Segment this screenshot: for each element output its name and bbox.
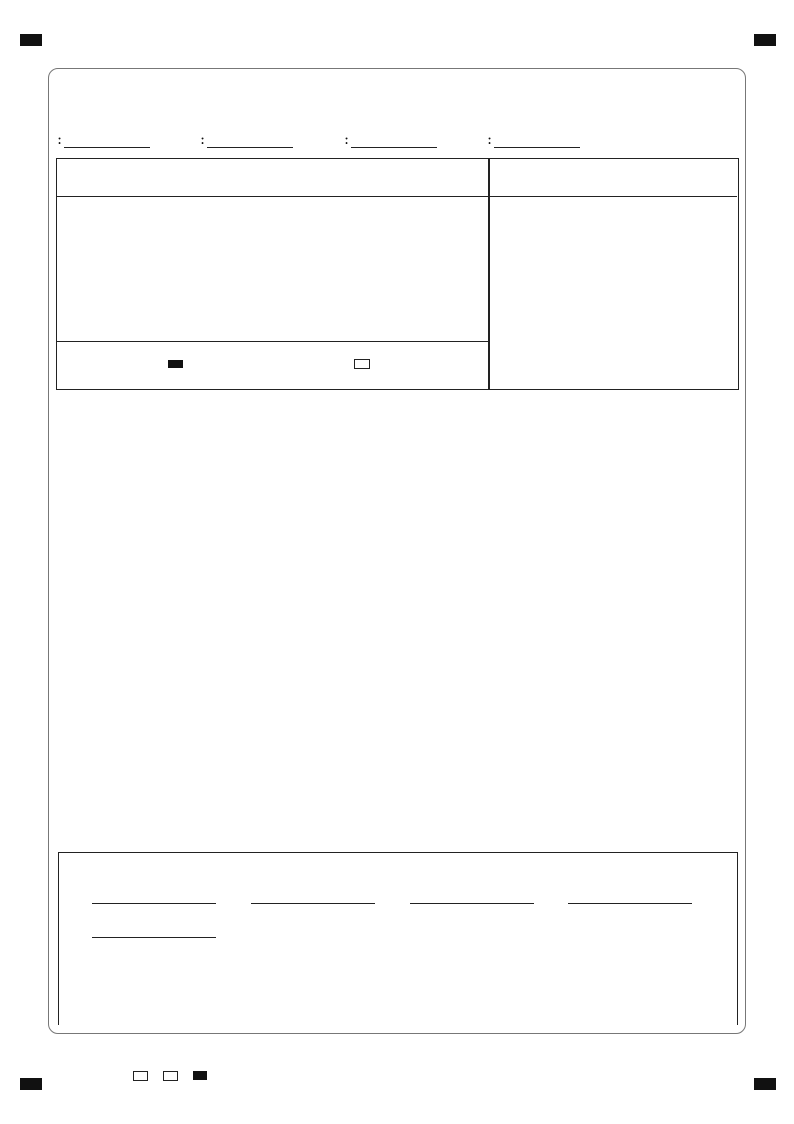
corner-marker-top-right (754, 34, 776, 46)
blank-47-line[interactable] (251, 903, 375, 904)
footer-box-filled (193, 1071, 207, 1080)
corner-marker-bottom-right (754, 1078, 776, 1090)
id-box (488, 158, 739, 390)
corner-marker-bottom-left (20, 1078, 42, 1090)
absent-checkbox[interactable] (354, 359, 370, 369)
blank-46-line[interactable] (92, 903, 216, 904)
writing-area (58, 852, 738, 1025)
correct-fill-sample (168, 360, 183, 368)
corner-marker-top-left (20, 34, 42, 46)
footer-box-1 (133, 1071, 148, 1081)
blank-48-line[interactable] (410, 903, 534, 904)
info-room[interactable]: : (487, 130, 580, 148)
info-seat[interactable]: : (344, 130, 437, 148)
qr-code-icon (60, 1042, 118, 1100)
footer-box-2 (163, 1071, 178, 1081)
blank-49-line[interactable] (568, 903, 692, 904)
info-name[interactable]: : (57, 130, 150, 148)
notes-box (56, 158, 490, 390)
blank-50-line[interactable] (92, 937, 216, 938)
info-class[interactable]: : (200, 130, 293, 148)
